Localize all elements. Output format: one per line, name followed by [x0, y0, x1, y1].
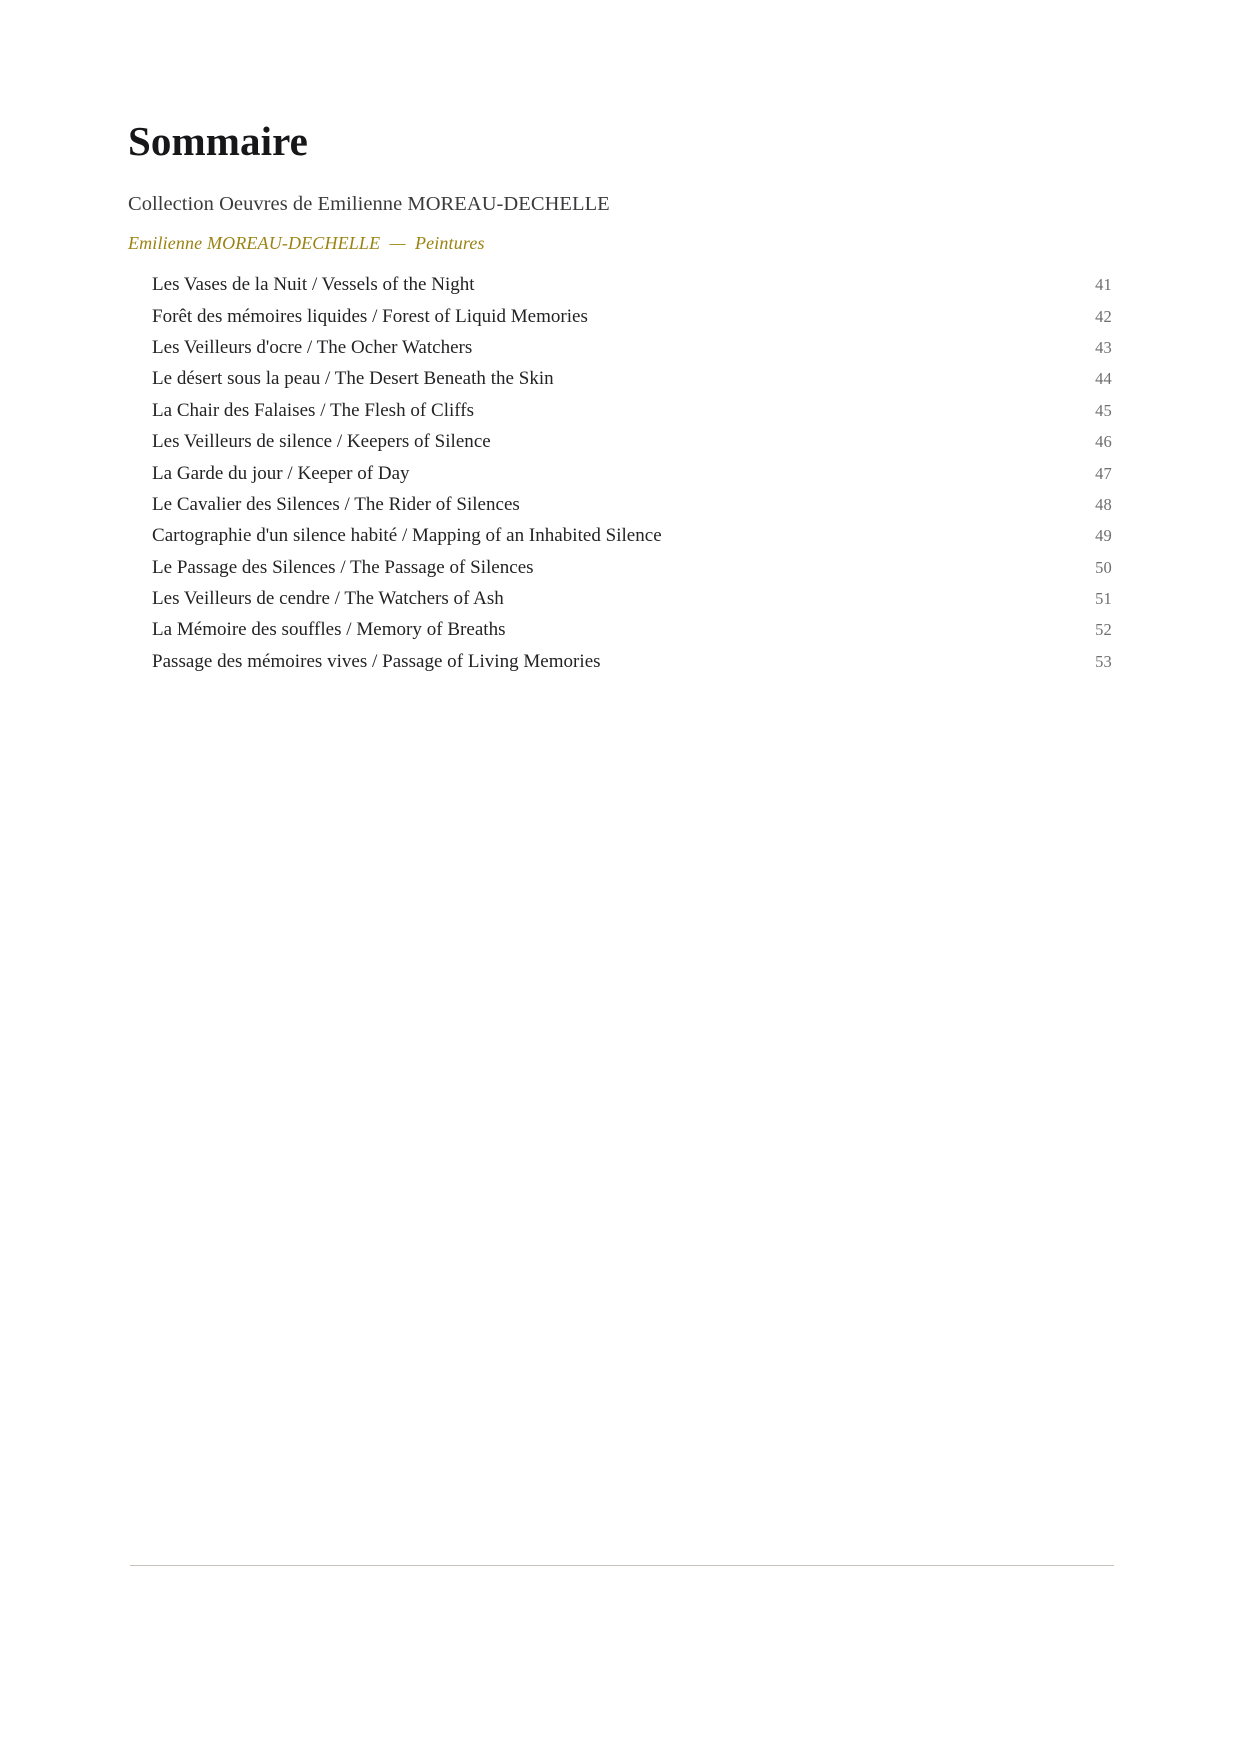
toc-entry[interactable]: [152, 614, 1112, 645]
toc-entry[interactable]: [152, 363, 1112, 394]
toc-entry[interactable]: [152, 301, 1112, 332]
toc-entry[interactable]: [152, 489, 1112, 520]
toc-entry-title: Le désert sous la peau / The Desert Beneath the Skin: [152, 368, 554, 390]
toc-entry-page-number: 47: [1095, 463, 1112, 483]
toc-entry-page-number: 52: [1095, 620, 1112, 640]
toc-entry-title: Forêt des mémoires liquides / Forest of Liquid Memories: [152, 305, 588, 327]
toc-entry-title: La Mémoire des souffles / Memory of Breaths: [152, 619, 506, 641]
toc-entry-title: Les Vases de la Nuit / Vessels of the Night: [152, 274, 475, 296]
toc-entry-title: Le Cavalier des Silences / The Rider of Silences: [152, 493, 520, 515]
toc-entry[interactable]: [152, 520, 1112, 551]
toc-content: [128, 118, 1112, 677]
section-header-peintures: Emilienne MOREAU-DECHELLE — Peintures: [128, 232, 485, 253]
toc-entry-title: Cartographie d'un silence habité / Mapping of an Inhabited Silence: [152, 525, 662, 547]
toc-entry-title: Le Passage des Silences / The Passage of Silences: [152, 556, 534, 578]
toc-entry[interactable]: [152, 332, 1112, 363]
toc-entry-page-number: 48: [1095, 494, 1112, 514]
toc-entry[interactable]: [152, 583, 1112, 614]
toc-entry[interactable]: [152, 395, 1112, 426]
toc-entry[interactable]: [152, 269, 1112, 300]
toc-entry-page-number: 50: [1095, 557, 1112, 577]
footer-divider: [130, 1565, 1114, 1566]
toc-entry-title: La Chair des Falaises / The Flesh of Cliffs: [152, 399, 475, 421]
toc-entry-page-number: 41: [1095, 275, 1112, 295]
toc-entry-title: Passage des mémoires vives / Passage of Living Memories: [152, 650, 601, 672]
toc-entry-title: Les Veilleurs de cendre / The Watchers of Ash: [152, 588, 504, 610]
toc-entry-page-number: 44: [1095, 369, 1112, 389]
toc-entry-page-number: 43: [1095, 337, 1112, 357]
toc-entry-page-number: 53: [1095, 651, 1112, 671]
toc-entry-title: La Garde du jour / Keeper of Day: [152, 462, 410, 484]
toc-entry-title: Les Veilleurs de silence / Keepers of Silence: [152, 431, 491, 453]
toc-entry[interactable]: [152, 552, 1112, 583]
toc-entry[interactable]: [152, 426, 1112, 457]
toc-entry-page-number: 45: [1095, 400, 1112, 420]
toc-entry[interactable]: [152, 646, 1112, 677]
collection-subtitle: Collection Oeuvres de Emilienne MOREAU-DECHELLE: [128, 193, 610, 216]
toc-entry[interactable]: [152, 458, 1112, 489]
page-title: Sommaire: [128, 118, 308, 164]
toc-entry-page-number: 46: [1095, 432, 1112, 452]
toc-entry-page-number: 51: [1095, 589, 1112, 609]
toc-entry-list: [128, 269, 1112, 677]
toc-entry-page-number: 49: [1095, 526, 1112, 546]
toc-entry-title: Les Veilleurs d'ocre / The Ocher Watchers: [152, 336, 473, 358]
toc-entry-page-number: 42: [1095, 306, 1112, 326]
